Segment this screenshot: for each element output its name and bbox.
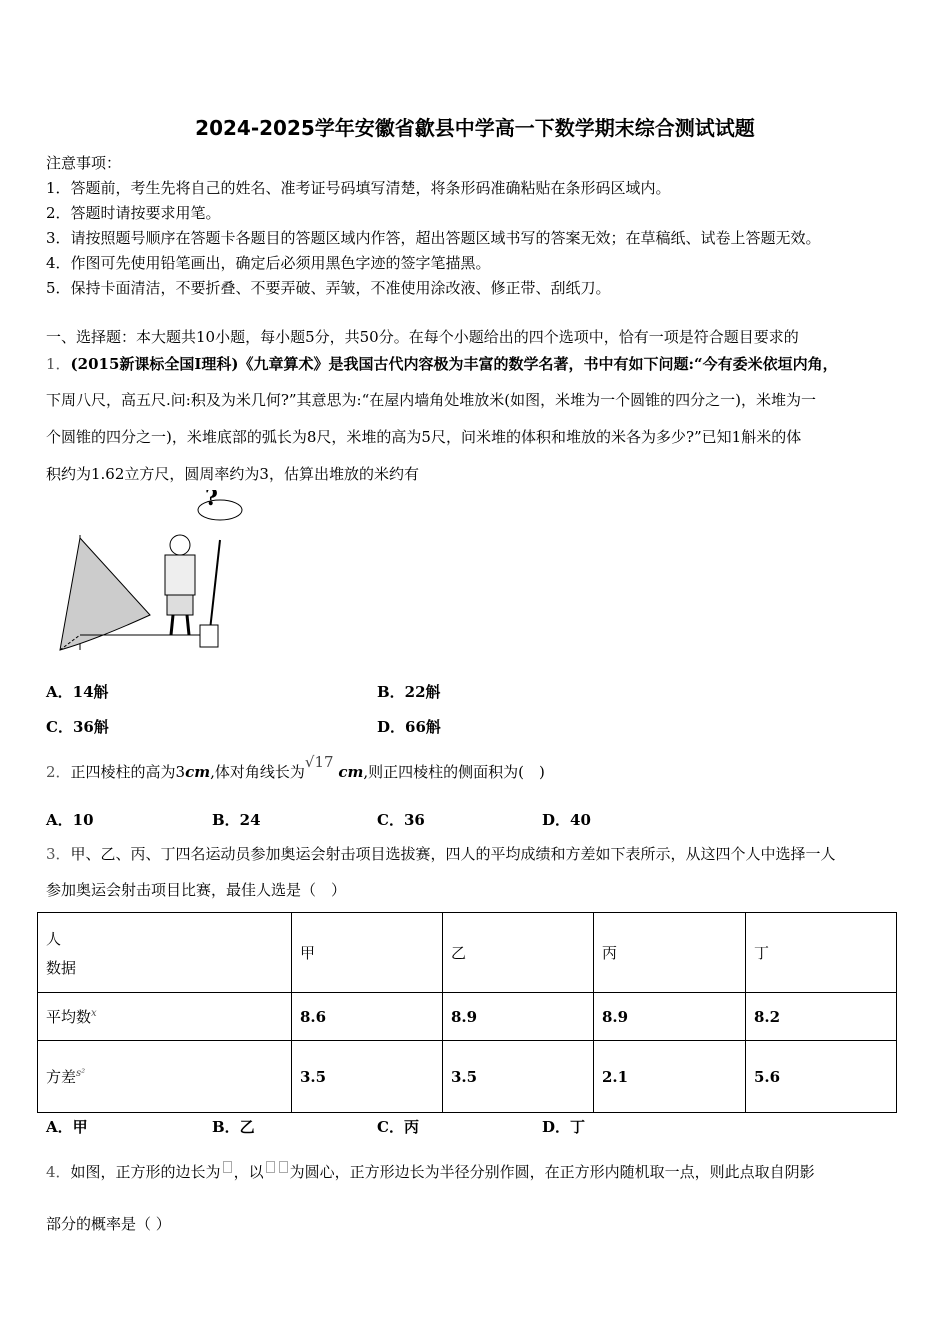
q3-table bbox=[37, 912, 897, 1113]
q2-number: 2． bbox=[46, 763, 71, 781]
q3-option-c[interactable]: C．丙 bbox=[377, 1118, 419, 1136]
q1-option-c[interactable]: C．36斛 bbox=[46, 718, 109, 736]
cell: 3.5 bbox=[443, 1041, 594, 1113]
q2-option-a[interactable]: A．10 bbox=[46, 811, 94, 829]
q2-text-c: ,则正四棱柱的侧面积为( ) bbox=[363, 763, 545, 781]
rice-pile-figure bbox=[55, 490, 255, 660]
q3-text: 参加奥运会射击项目比赛，最佳人选是（ ） bbox=[46, 881, 347, 899]
q2-text-a: 正四棱柱的高为3 bbox=[70, 763, 186, 781]
page-title: 2024-2025学年安徽省歙县中学高一下数学期末综合测试试题 bbox=[195, 116, 755, 140]
q2-unit: cm bbox=[185, 763, 211, 781]
q3-option-b[interactable]: B．乙 bbox=[212, 1118, 255, 1136]
header-cell: 甲 bbox=[292, 913, 443, 993]
section-heading: 一、选择题：本大题共10小题，每小题5分，共50分。在每个小题给出的四个选项中，恰有一项是符合题目要求的 bbox=[46, 328, 799, 346]
cell: 8.9 bbox=[594, 993, 746, 1041]
cell: 2.1 bbox=[594, 1041, 746, 1113]
q2-text bbox=[46, 753, 545, 782]
cell: 3.5 bbox=[292, 1041, 443, 1113]
missing-glyph-icon bbox=[279, 1161, 288, 1173]
cell: 8.2 bbox=[746, 993, 897, 1041]
q2-text-b: ,体对角线长为 bbox=[210, 763, 305, 781]
q2-sqrt: √17 bbox=[304, 753, 334, 771]
note-item: 4．作图可先使用铅笔画出，确定后必须用黑色字迹的签字笔描黑。 bbox=[46, 254, 491, 272]
q2-option-c[interactable]: C．36 bbox=[377, 811, 425, 829]
header-cell: 丁 bbox=[746, 913, 897, 993]
q4-text bbox=[46, 1161, 815, 1182]
row-label: 平均数 bbox=[46, 1008, 92, 1026]
corner-label: 数据 bbox=[46, 958, 77, 977]
notes-heading: 注意事项： bbox=[46, 154, 122, 172]
cell: 8.6 bbox=[292, 993, 443, 1041]
row-symbol: x bbox=[91, 1008, 97, 1019]
q4-number: 4． bbox=[46, 1163, 71, 1181]
corner-label: 人 bbox=[46, 929, 62, 948]
header-cell: 乙 bbox=[443, 913, 594, 993]
header-cell: 丙 bbox=[594, 913, 746, 993]
q3-line: 甲、乙、丙、丁四名运动员参加奥运会射击项目选拔赛，四人的平均成绩和方差如下表所示，从这四个人中选择一人 bbox=[70, 845, 836, 863]
note-item: 3．请按照题号顺序在答题卡各题目的答题区域内作答，超出答题区域书写的答案无效；在草稿纸、试卷上答题无效。 bbox=[46, 229, 821, 247]
q1-text: (2015新课标全国I理科)《九章算术》是我国古代内容极为丰富的数学名著，书中有如下问题:“今有委米依垣内角， bbox=[70, 355, 838, 373]
question-mark-icon: ? bbox=[205, 490, 218, 511]
missing-glyph-icon bbox=[223, 1161, 232, 1173]
q1-text: 积约为1.62立方尺，圆周率约为3，估算出堆放的米约有 bbox=[46, 465, 419, 483]
q3-option-d[interactable]: D．丁 bbox=[542, 1118, 586, 1136]
note-item: 2．答题时请按要求用笔。 bbox=[46, 204, 221, 222]
table-row bbox=[38, 993, 897, 1041]
q1-option-d[interactable]: D．66斛 bbox=[377, 718, 441, 736]
q3-number: 3． bbox=[46, 845, 71, 863]
cell: 8.9 bbox=[443, 993, 594, 1041]
missing-glyph-icon bbox=[266, 1161, 275, 1173]
note-item: 1．答题前，考生先将自己的姓名、准考证号码填写清楚，将条形码准确粘贴在条形码区域内。 bbox=[46, 179, 671, 197]
q4-text: 部分的概率是（ ） bbox=[46, 1215, 171, 1233]
q2-unit: cm bbox=[338, 763, 364, 781]
q1-text: 个圆锥的四分之一)，米堆底部的弧长为8尺，米堆的高为5尺，问米堆的体积和堆放的米各为多少?”已知1斛米的体 bbox=[46, 428, 802, 446]
q4-text-a: 如图，正方形的边长为 bbox=[70, 1163, 221, 1181]
q1-option-a[interactable]: A．14斛 bbox=[46, 683, 109, 701]
q1-text: 下周八尺，高五尺.问:积及为米几何?”其意思为:“在屋内墙角处堆放米(如图，米堆为一个圆锥的四分之一)，米堆为一 bbox=[46, 391, 816, 409]
q3-option-a[interactable]: A．甲 bbox=[46, 1118, 88, 1136]
q3-text bbox=[46, 843, 836, 864]
table-row bbox=[38, 1041, 897, 1113]
q4-text-b: ，以 bbox=[233, 1163, 264, 1181]
q2-option-b[interactable]: B．24 bbox=[212, 811, 261, 829]
q1-number: 1． bbox=[46, 355, 71, 373]
row-symbol: s² bbox=[76, 1068, 86, 1079]
q2-option-d[interactable]: D．40 bbox=[542, 811, 591, 829]
q1-line bbox=[46, 353, 838, 374]
q1-option-b[interactable]: B．22斛 bbox=[377, 683, 441, 701]
row-label: 方差 bbox=[46, 1068, 77, 1086]
note-item: 5．保持卡面清洁，不要折叠、不要弄破、弄皱，不准使用涂改液、修正带、刮纸刀。 bbox=[46, 279, 611, 297]
cell: 5.6 bbox=[746, 1041, 897, 1113]
q4-text-c: 为圆心，正方形边长为半径分别作圆，在正方形内随机取一点，则此点取自阴影 bbox=[289, 1163, 815, 1181]
